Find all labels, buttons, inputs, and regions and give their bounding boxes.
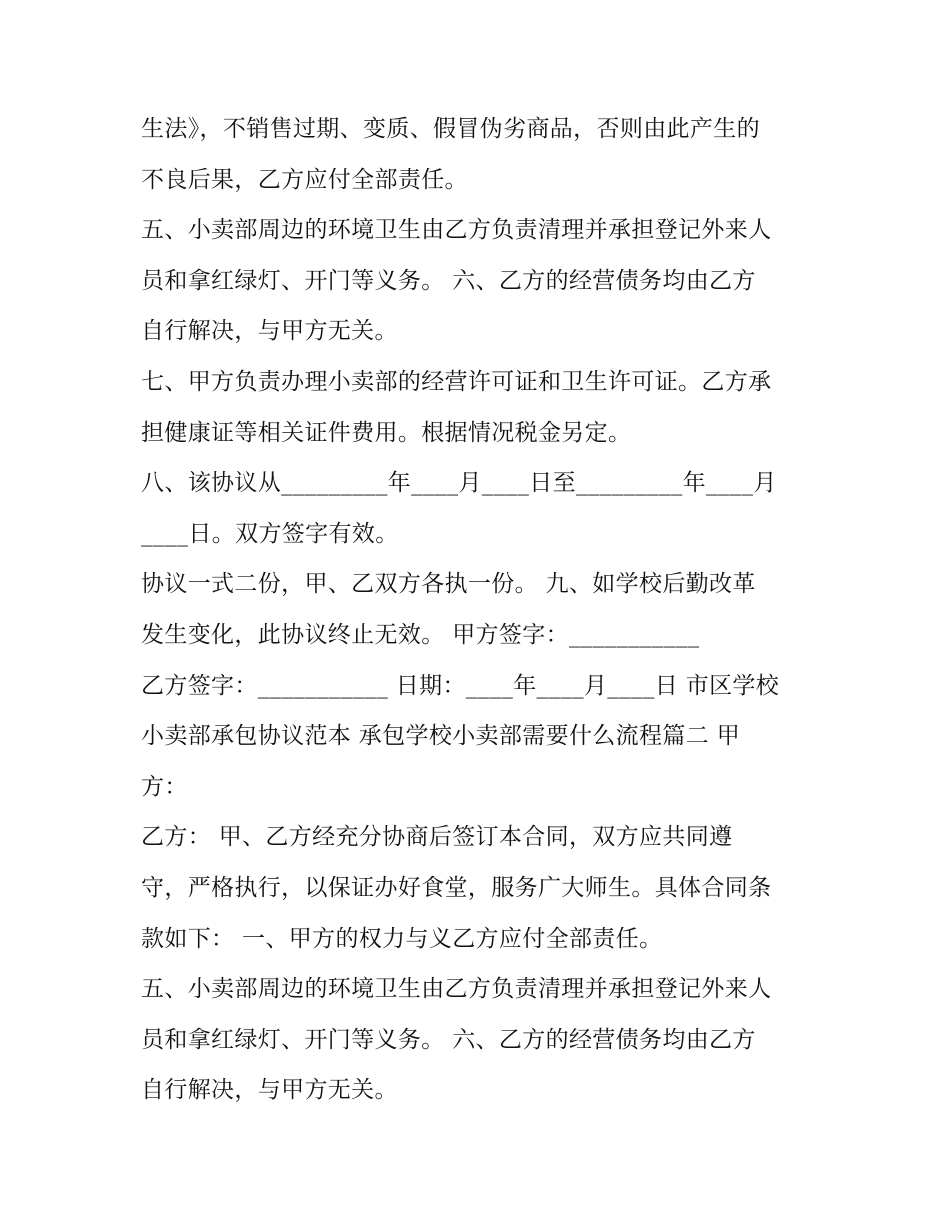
- text-line: 不良后果，乙方应付全部责任。: [141, 166, 468, 193]
- text-line: 乙方签字：___________ 日期：____年____月____日 市区学校: [141, 672, 780, 699]
- document-body: [141, 104, 841, 1116]
- text-line: 八、该协议从_________年____月____日至_________年____月: [141, 470, 777, 497]
- text-line: 自行解决，与甲方无关。: [141, 1077, 398, 1104]
- text-line: 守，严格执行，以保证办好食堂，服务广大师生。具体合同条: [141, 874, 772, 901]
- text-line: 小卖部承包协议范本 承包学校小卖部需要什么流程篇二 甲: [141, 723, 741, 750]
- text-line: 乙方： 甲、乙方经充分协商后签订本合同，双方应共同遵: [141, 824, 733, 851]
- text-line: 方：: [141, 773, 188, 800]
- text-line: ____日。双方签字有效。: [141, 520, 399, 547]
- text-line: 款如下： 一、甲方的权力与义乙方应付全部责任。: [141, 925, 663, 952]
- text-line: 员和拿红绿灯、开门等义务。 六、乙方的经营债务均由乙方: [141, 1026, 756, 1053]
- text-line: 担健康证等相关证件费用。根据情况税金另定。: [141, 419, 632, 446]
- text-line: 发生变化，此协议终止无效。 甲方签字：___________: [141, 621, 700, 648]
- text-line: 五、小卖部周边的环境卫生由乙方负责清理并承担登记外来人: [141, 976, 772, 1003]
- text-line: 七、甲方负责办理小卖部的经营许可证和卫生许可证。乙方承: [141, 368, 772, 395]
- text-line: 自行解决，与甲方无关。: [141, 318, 398, 345]
- text-line: 协议一式二份，甲、乙双方各执一份。 九、如学校后勤改革: [141, 571, 756, 598]
- text-line: 生法》，不销售过期、变质、假冒伪劣商品，否则由此产生的: [141, 116, 760, 142]
- text-line: 五、小卖部周边的环境卫生由乙方负责清理并承担登记外来人: [141, 217, 772, 244]
- text-line: 员和拿红绿灯、开门等义务。 六、乙方的经营债务均由乙方: [141, 267, 756, 294]
